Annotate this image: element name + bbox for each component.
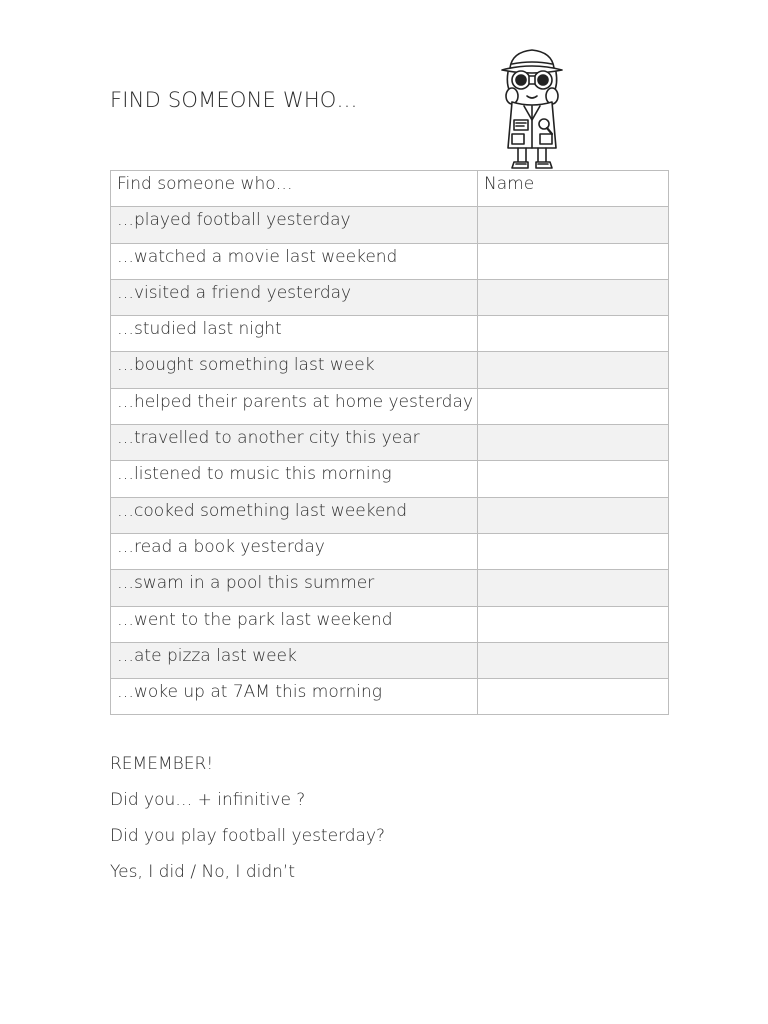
- prompt-cell: …went to the park last weekend: [111, 606, 478, 642]
- prompt-cell: …helped their parents at home yesterday: [111, 388, 478, 424]
- remember-heading: REMEMBER!: [110, 754, 214, 774]
- prompt-cell: …travelled to another city this year: [111, 425, 478, 461]
- prompt-cell: …visited a friend yesterday: [111, 279, 478, 315]
- name-cell[interactable]: [478, 642, 669, 678]
- table-header-row: [111, 171, 669, 207]
- table-row: [111, 570, 669, 606]
- prompt-cell: …played football yesterday: [111, 207, 478, 243]
- prompt-cell: …cooked something last weekend: [111, 497, 478, 533]
- name-cell[interactable]: [478, 570, 669, 606]
- table-row: [111, 352, 669, 388]
- prompt-cell: …studied last night: [111, 316, 478, 352]
- header-name: Name: [478, 171, 669, 207]
- name-cell[interactable]: [478, 533, 669, 569]
- table-row: [111, 606, 669, 642]
- remember-rule: Did you… + infinitive ?: [110, 790, 306, 810]
- remember-example-question: Did you play football yesterday?: [110, 826, 386, 846]
- header-find-someone: Find someone who…: [111, 171, 478, 207]
- table-row: [111, 533, 669, 569]
- name-cell[interactable]: [478, 425, 669, 461]
- table-row: [111, 388, 669, 424]
- table-row: [111, 243, 669, 279]
- remember-example-answer: Yes, I did / No, I didn’t: [110, 862, 295, 882]
- page-title: FIND SOMEONE WHO…: [110, 88, 358, 112]
- prompt-cell: …read a book yesterday: [111, 533, 478, 569]
- prompt-cell: …listened to music this morning: [111, 461, 478, 497]
- name-cell[interactable]: [478, 497, 669, 533]
- table-row: [111, 679, 669, 715]
- name-cell[interactable]: [478, 679, 669, 715]
- prompt-cell: …swam in a pool this summer: [111, 570, 478, 606]
- prompt-cell: …ate pizza last week: [111, 642, 478, 678]
- name-cell[interactable]: [478, 243, 669, 279]
- prompt-cell: …watched a movie last weekend: [111, 243, 478, 279]
- table-row: [111, 316, 669, 352]
- remember-section: [110, 752, 385, 896]
- name-cell[interactable]: [478, 388, 669, 424]
- find-someone-table: [110, 170, 669, 715]
- table-row: [111, 461, 669, 497]
- name-cell[interactable]: [478, 207, 669, 243]
- name-cell[interactable]: [478, 606, 669, 642]
- name-cell[interactable]: [478, 461, 669, 497]
- detective-with-binoculars-icon: [492, 44, 572, 176]
- table-row: [111, 497, 669, 533]
- table-row: [111, 279, 669, 315]
- name-cell[interactable]: [478, 352, 669, 388]
- name-cell[interactable]: [478, 316, 669, 352]
- prompt-cell: …woke up at 7AM this morning: [111, 679, 478, 715]
- table-row: [111, 642, 669, 678]
- table-row: [111, 425, 669, 461]
- table-row: [111, 207, 669, 243]
- name-cell[interactable]: [478, 279, 669, 315]
- prompt-cell: …bought something last week: [111, 352, 478, 388]
